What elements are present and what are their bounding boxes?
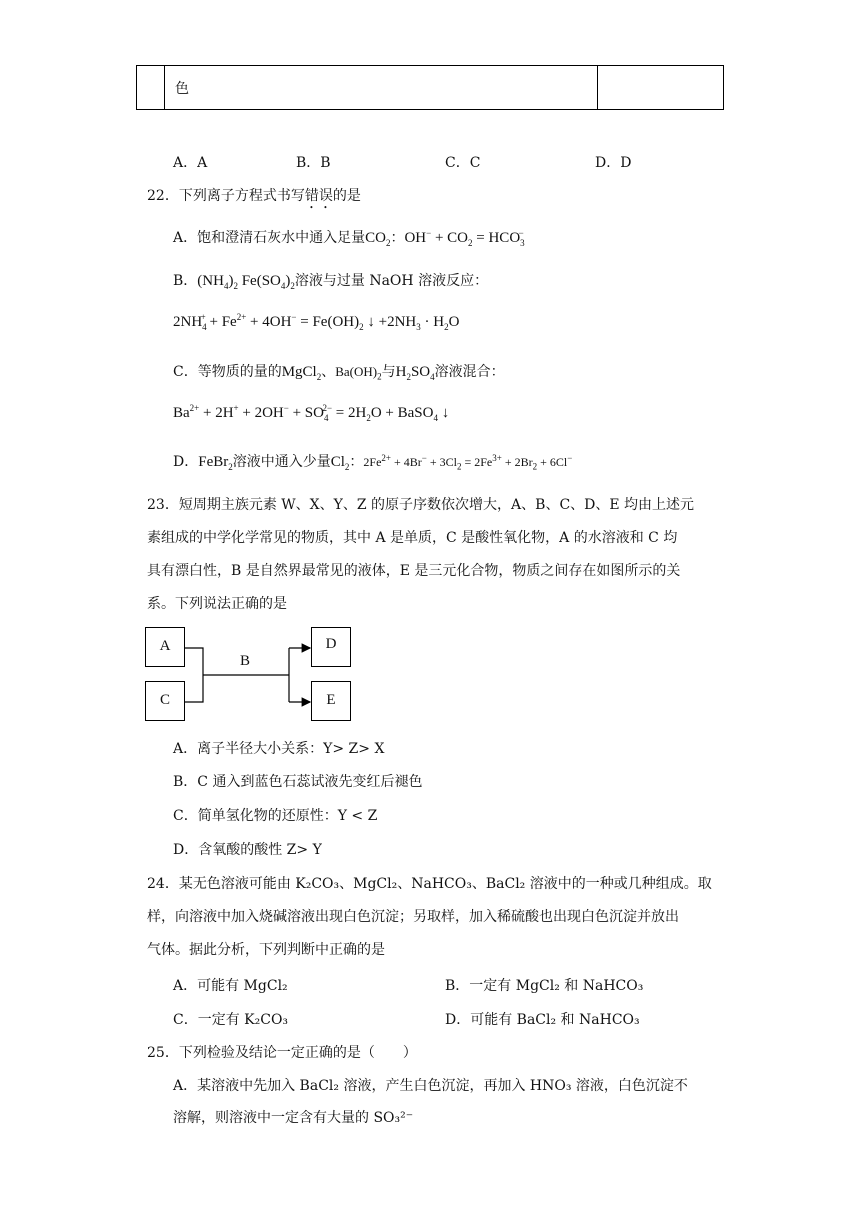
q22-a-prefix: A．饱和澄清石灰水中通入足量: [173, 230, 366, 246]
diagram-label-b: B: [240, 653, 251, 669]
diagram-box-a: A: [145, 627, 185, 667]
q21-option-b: B．B: [296, 155, 331, 171]
table-fragment: [136, 65, 724, 110]
q22-stem-post: 的是: [332, 188, 361, 204]
q22-c-sep: 、: [321, 364, 336, 380]
diagram-box-d: D: [311, 627, 351, 667]
q22-c-post: 溶液混合：: [434, 364, 505, 380]
q23-line-1: 23．短周期主族元素 W、X、Y、Z 的原子序数依次增大，A、B、C、D、E 均由上述元: [147, 497, 695, 513]
diagram-box-e: E: [311, 681, 351, 721]
q22-stem: [147, 186, 361, 212]
q22-d-cl2: $Cl_2$: [330, 454, 350, 472]
q24-option-c: C．一定有 K₂CO₃: [173, 1012, 289, 1028]
q23-option-b: B．C 通入到蓝色石蕊试液先变红后褪色: [173, 774, 423, 790]
q25-option-a-line-2: 溶解，则溶液中一定含有大量的 SO₃²⁻: [173, 1110, 414, 1126]
q23-line-3: 具有漂白性，B 是自然界最常见的液体，E 是三元化合物，物质之间存在如图所示的关: [147, 563, 681, 579]
q22-c-baoh2: $Ba(OH)_2$: [335, 364, 382, 382]
q25-stem: 25．下列检验及结论一定正确的是（ ）: [147, 1045, 417, 1061]
q21-option-c: C．C: [445, 155, 481, 171]
q24-option-b: B．一定有 MgCl₂ 和 NaHCO₃: [445, 978, 644, 994]
q23-option-a: A．离子半径大小关系：Y> Z> X: [173, 741, 385, 757]
q22-c-mgcl2: MgCl$_2$: [281, 364, 322, 382]
q25-option-a-line-1: A．某溶液中先加入 BaCl₂ 溶液，产生白色沉淀，再加入 HNO₃ 溶液，白色沉淀不: [173, 1078, 688, 1094]
q22-a-formula: $CO_2$: [365, 230, 391, 248]
q24-option-d: D．可能有 BaCl₂ 和 NaHCO₃: [445, 1012, 640, 1028]
diagram-box-c: C: [145, 681, 185, 721]
q22-b-formula: $(NH_4)_2$ $Fe(SO_4)_2$: [197, 273, 295, 291]
q22-stem-pre: 22．下列离子方程式书写: [147, 188, 305, 204]
q22-d-equation: $2Fe^{2+} + 4Br^- + 3Cl_2 = 2Fe^{3+} + 2Br_2 + 6Cl^-$: [363, 453, 573, 472]
q22-c-h2so4: $H_2SO_4$: [395, 364, 435, 382]
q22-c-equation: $Ba^{2+} + 2H^+ + 2OH^- + SO_4^{2-} = 2H_2O$ + BaSO$_4$ ↓: [173, 403, 450, 423]
q22-d-febr2: FeBr$_2$: [198, 454, 233, 472]
q24-option-a: A．可能有 MgCl₂: [173, 978, 288, 994]
table-divider-left: [164, 66, 165, 109]
q22-option-d: D．FeBr$_2$溶液中通入少量$Cl_2$：$2Fe^{2+} + 4Br^- + 3Cl_2 = 2Fe^{3+} + 2Br_2 + 6Cl^-$: [173, 453, 573, 472]
diagram-connectors: [185, 640, 313, 712]
q22-b-equation: $2NH_4^+ + Fe^{2+} + 4OH^- = Fe(OH)_2$ ↓ $+2NH_3 \cdot H_2O$: [173, 312, 460, 332]
q21-option-a: A．A: [173, 155, 208, 171]
q21-option-d: D．D: [595, 155, 632, 171]
q22-c-and: 与: [381, 364, 396, 380]
q23-option-c: C．简单氢化物的还原性：Y < Z: [173, 808, 378, 824]
q22-b-text: 溶液与过量 NaOH 溶液反应：: [294, 273, 489, 289]
q24-line-1: 24．某无色溶液可能由 K₂CO₃、MgCl₂、NaHCO₃、BaCl₂ 溶液中的一种或几种组成。取: [147, 876, 712, 892]
q22-d-text: 溶液中通入少量: [232, 454, 331, 470]
q22-stem-emphasis: 错误: [304, 188, 333, 204]
q22-b-prefix: B．: [173, 273, 198, 289]
table-cell-text: 色: [175, 81, 189, 97]
q22-option-b: [173, 271, 488, 291]
q23-line-4: 系。下列说法正确的是: [147, 596, 287, 612]
q23-line-2: 素组成的中学化学常见的物质，其中 A 是单质，C 是酸性氧化物，A 的水溶液和 C 均: [147, 530, 678, 546]
q22-d-prefix: D．: [173, 454, 199, 470]
q22-a-equation: $OH^- + CO_2 = HCO_3^-$: [404, 228, 525, 248]
q22-option-c: [173, 362, 505, 382]
table-divider-right: [597, 66, 598, 109]
q22-option-a: A．饱和澄清石灰水中通入足量$CO_2$：$OH^- + CO_2 = HCO_3^-$: [173, 228, 525, 248]
q24-line-2: 样，向溶液中加入烧碱溶液出现白色沉淀；另取样，加入稀硫酸也出现白色沉淀并放出: [147, 909, 679, 925]
q24-line-3: 气体。据此分析，下列判断中正确的是: [147, 942, 385, 958]
q23-option-d: D．含氧酸的酸性 Z> Y: [173, 842, 322, 858]
q22-c-prefix: C．等物质的量的: [173, 364, 282, 380]
